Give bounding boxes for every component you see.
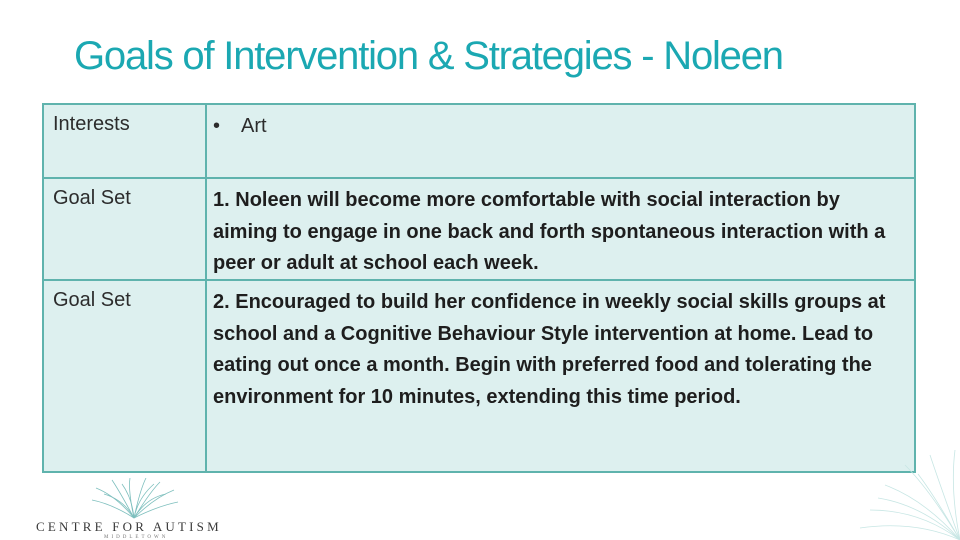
interest-text: Art	[241, 115, 267, 137]
table-row	[44, 281, 914, 471]
decorative-pattern-icon	[830, 450, 960, 540]
goal-number: 1.	[213, 189, 230, 211]
slide-title: Goals of Intervention & Strategies - Noleen	[74, 34, 783, 78]
row-content	[213, 185, 904, 280]
logo-name: CENTRE FOR AUTISM	[36, 519, 222, 534]
row-label: Goal Set	[53, 289, 131, 311]
table-row	[44, 105, 914, 179]
goal-text: Noleen will become more comfortable with social interaction by aiming to engage in one back and forth spontaneous interaction with a peer or adult at school each week.	[213, 189, 886, 274]
table-row	[44, 179, 914, 281]
row-label: Goal Set	[53, 187, 131, 209]
goal-number: 2.	[213, 291, 230, 313]
goals-table	[42, 103, 916, 473]
row-label: Interests	[53, 113, 130, 135]
row-content	[213, 287, 904, 413]
row-content	[213, 111, 904, 143]
goal-text: Encouraged to build her confidence in weekly social skills groups at school and a Cognitive Behaviour Style intervention at home. Lead to eating out once a month. Begin with preferred food and tolerating the environment for 10 minutes, extending this time period.	[213, 291, 886, 408]
logo-location: MIDDLETOWN	[104, 535, 169, 540]
bullet-icon: •	[213, 115, 221, 137]
